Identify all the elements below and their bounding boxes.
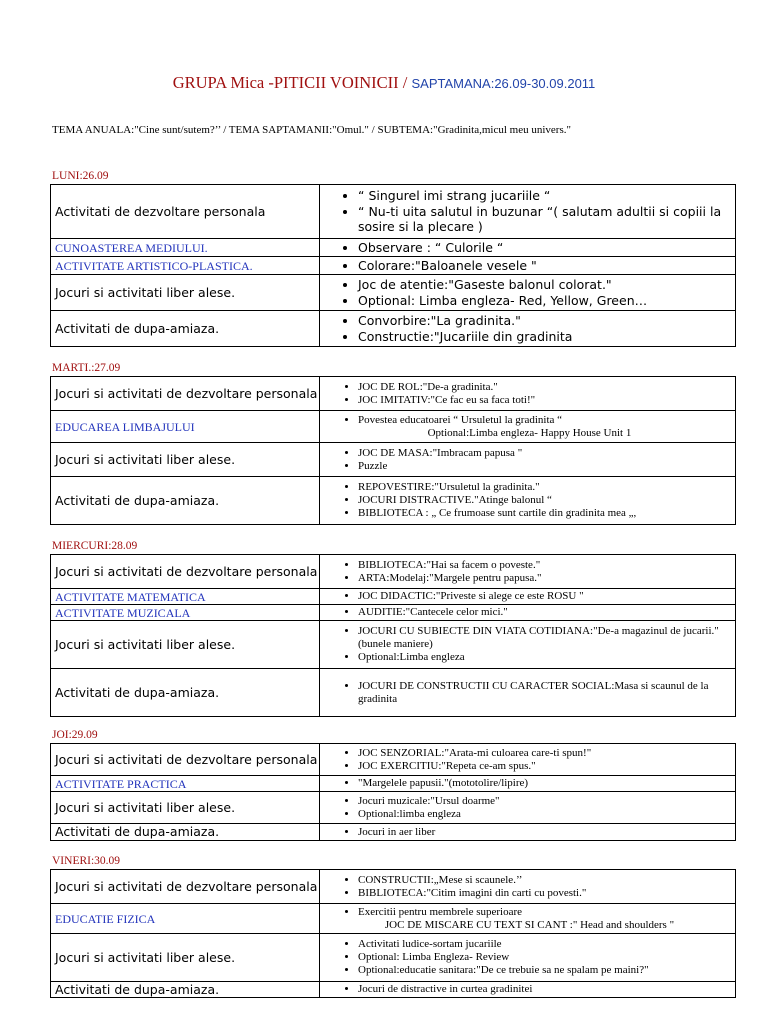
activity-items bbox=[320, 411, 736, 443]
activity-label: Activitati de dupa-amiaza. bbox=[51, 477, 320, 525]
list-item: • “ Singurel imi strang jucariile “ bbox=[358, 188, 735, 204]
day-vineri: VINERI:30.09 bbox=[52, 855, 121, 867]
activity-label: ACTIVITATE MATEMATICA bbox=[51, 589, 320, 605]
activity-label: Jocuri si activitati de dezvoltare personala bbox=[51, 870, 320, 904]
table-row bbox=[51, 311, 736, 347]
list-item: • “ Nu-ti uita salutul in buzunar “( salutam adultii si copiii la sosire si la plecare ) bbox=[358, 204, 735, 235]
activity-label: Activitati de dupa-amiaza. bbox=[51, 982, 320, 998]
activity-items bbox=[320, 275, 736, 311]
activity-label: ACTIVITATE PRACTICA bbox=[51, 776, 320, 792]
activity-items bbox=[320, 239, 736, 257]
activity-items bbox=[320, 443, 736, 477]
activity-label: EDUCATIE FIZICA bbox=[51, 904, 320, 934]
day-marti: MARTI.:27.09 bbox=[52, 362, 121, 374]
list-item: • BIBLIOTECA:"Citim imagini din carti cu povesti." bbox=[358, 887, 735, 900]
list-item: • Optional: Limba engleza- Red, Yellow, Green… bbox=[358, 293, 735, 309]
activity-items bbox=[320, 477, 736, 525]
list-item: • "Margelele papusii."(mototolire/lipire) bbox=[358, 777, 735, 790]
activity-label: Jocuri si activitati de dezvoltare personala bbox=[51, 377, 320, 411]
list-item: • BIBLIOTECA:"Hai sa facem o poveste." bbox=[358, 559, 735, 572]
table-row bbox=[51, 377, 736, 411]
table-row bbox=[51, 870, 736, 904]
table-row bbox=[51, 792, 736, 824]
activity-label: Jocuri si activitati de dezvoltare personala bbox=[51, 744, 320, 776]
activity-label: Jocuri si activitati liber alese. bbox=[51, 621, 320, 669]
list-item: • Constructie:"Jucariile din gradinita bbox=[358, 329, 735, 345]
list-item: • Optional: Limba Engleza- Review bbox=[358, 951, 735, 964]
list-item: • JOC EXERCITIU:"Repeta ce-am spus." bbox=[358, 760, 735, 773]
activity-items bbox=[320, 870, 736, 904]
activity-items bbox=[320, 982, 736, 998]
table-row bbox=[51, 744, 736, 776]
table-marti bbox=[50, 376, 736, 525]
table-row bbox=[51, 185, 736, 239]
table-row bbox=[51, 824, 736, 841]
table-row bbox=[51, 934, 736, 982]
list-item: • JOC IMITATIV:"Ce fac eu sa faca toti!" bbox=[358, 394, 735, 407]
activity-items bbox=[320, 605, 736, 621]
table-row bbox=[51, 904, 736, 934]
list-item: • Observare : “ Culorile “ bbox=[358, 240, 735, 256]
activity-items bbox=[320, 776, 736, 792]
table-row bbox=[51, 605, 736, 621]
activity-label: CUNOASTEREA MEDIULUI. bbox=[51, 239, 320, 257]
list-item: • Jocuri muzicale:"Ursul doarme" bbox=[358, 795, 735, 808]
activity-items bbox=[320, 185, 736, 239]
activity-label: Activitati de dupa-amiaza. bbox=[51, 824, 320, 841]
activity-label: Jocuri si activitati liber alese. bbox=[51, 934, 320, 982]
list-item: • Colorare:"Baloanele vesele " bbox=[358, 258, 735, 274]
list-item: • Exercitii pentru membrele superioare bbox=[358, 906, 735, 919]
list-item: • Jocuri in aer liber bbox=[358, 826, 735, 839]
optional-line: JOC DE MISCARE CU TEXT SI CANT :" Head and shoulders " bbox=[384, 918, 675, 931]
day-luni: LUNI:26.09 bbox=[52, 170, 109, 182]
activity-label: ACTIVITATE ARTISTICO-PLASTICA. bbox=[51, 257, 320, 275]
list-item: • Activitati ludice-sortam jucariile bbox=[358, 938, 735, 951]
activity-label: Jocuri si activitati liber alese. bbox=[51, 792, 320, 824]
list-item: • BIBLIOTECA : „ Ce frumoase sunt cartile din gradinita mea „, bbox=[358, 507, 735, 520]
theme-line: TEMA ANUALA:"Cine sunt/sutem?’’ / TEMA SAPTAMANII:"Omul." / SUBTEMA:"Gradinita,micul meu univers." bbox=[52, 124, 571, 136]
activity-label: Activitati de dezvoltare personala bbox=[51, 185, 320, 239]
table-vineri bbox=[50, 869, 736, 998]
activity-label: Jocuri si activitati liber alese. bbox=[51, 275, 320, 311]
list-item: • JOC DE ROL:"De-a gradinita." bbox=[358, 381, 735, 394]
activity-items bbox=[320, 904, 736, 934]
table-row bbox=[51, 621, 736, 669]
table-row bbox=[51, 669, 736, 717]
day-joi: JOI:29.09 bbox=[52, 729, 98, 741]
list-item: • Povestea educatoarei “ Ursuletul la gradinita “ bbox=[358, 414, 735, 427]
page-title bbox=[0, 73, 768, 93]
table-luni bbox=[50, 184, 736, 347]
activity-items bbox=[320, 589, 736, 605]
group-title: GRUPA Mica -PITICII VOINICII / bbox=[172, 73, 412, 92]
activity-label: Jocuri si activitati de dezvoltare personala bbox=[51, 555, 320, 589]
list-item: • Jocuri de distractive in curtea gradinitei bbox=[358, 983, 735, 996]
list-item: • JOCURI DISTRACTIVE."Atinge balonul “ bbox=[358, 494, 735, 507]
activity-items bbox=[320, 824, 736, 841]
activity-items bbox=[320, 621, 736, 669]
activity-items bbox=[320, 377, 736, 411]
activity-items bbox=[320, 744, 736, 776]
activity-items bbox=[320, 311, 736, 347]
week-title: SAPTAMANA:26.09-30.09.2011 bbox=[411, 76, 596, 91]
list-item: • JOC DE MASA:"Imbracam papusa " bbox=[358, 447, 735, 460]
activity-items bbox=[320, 792, 736, 824]
optional-line: Optional:Limba engleza- Happy House Unit 1 bbox=[427, 426, 632, 439]
list-item: • Convorbire:"La gradinita." bbox=[358, 313, 735, 329]
table-row bbox=[51, 477, 736, 525]
activity-items bbox=[320, 669, 736, 717]
list-item: • Joc de atentie:"Gaseste balonul colorat." bbox=[358, 277, 735, 293]
list-item: • JOC DIDACTIC:"Priveste si alege ce este ROSU " bbox=[358, 590, 735, 603]
table-row bbox=[51, 239, 736, 257]
list-item: • Puzzle bbox=[358, 460, 735, 473]
list-item: • JOC SENZORIAL:"Arata-mi culoarea care-ti spun!" bbox=[358, 747, 735, 760]
activity-label: Activitati de dupa-amiaza. bbox=[51, 669, 320, 717]
table-row bbox=[51, 589, 736, 605]
table-row bbox=[51, 555, 736, 589]
day-miercuri: MIERCURI:28.09 bbox=[52, 540, 138, 552]
table-joi bbox=[50, 743, 736, 841]
table-row bbox=[51, 411, 736, 443]
list-item: • REPOVESTIRE:"Ursuletul la gradinita." bbox=[358, 481, 735, 494]
list-item: • Optional:Limba engleza bbox=[358, 651, 735, 664]
activity-label: Jocuri si activitati liber alese. bbox=[51, 443, 320, 477]
table-row bbox=[51, 776, 736, 792]
list-item: • JOCURI CU SUBIECTE DIN VIATA COTIDIANA:"De-a magazinul de jucarii."(bunele maniere) bbox=[358, 625, 735, 651]
list-item: • JOCURI DE CONSTRUCTII CU CARACTER SOCIAL:Masa si scaunul de la gradinita bbox=[358, 680, 735, 706]
list-item: • ARTA:Modelaj:"Margele pentru papusa." bbox=[358, 572, 735, 585]
table-row bbox=[51, 275, 736, 311]
list-item: • Optional:limba engleza bbox=[358, 808, 735, 821]
activity-items bbox=[320, 934, 736, 982]
table-row bbox=[51, 982, 736, 998]
activity-label: ACTIVITATE MUZICALA bbox=[51, 605, 320, 621]
table-miercuri bbox=[50, 554, 736, 717]
activity-items bbox=[320, 555, 736, 589]
activity-label: Activitati de dupa-amiaza. bbox=[51, 311, 320, 347]
table-row bbox=[51, 257, 736, 275]
activity-label: EDUCAREA LIMBAJULUI bbox=[51, 411, 320, 443]
table-row bbox=[51, 443, 736, 477]
list-item: • CONSTRUCTII:„Mese si scaunele.’’ bbox=[358, 874, 735, 887]
list-item: • AUDITIE:"Cantecele celor mici." bbox=[358, 606, 735, 619]
activity-items bbox=[320, 257, 736, 275]
list-item: • Optional:educatie sanitara:"De ce trebuie sa ne spalam pe maini?" bbox=[358, 964, 735, 977]
